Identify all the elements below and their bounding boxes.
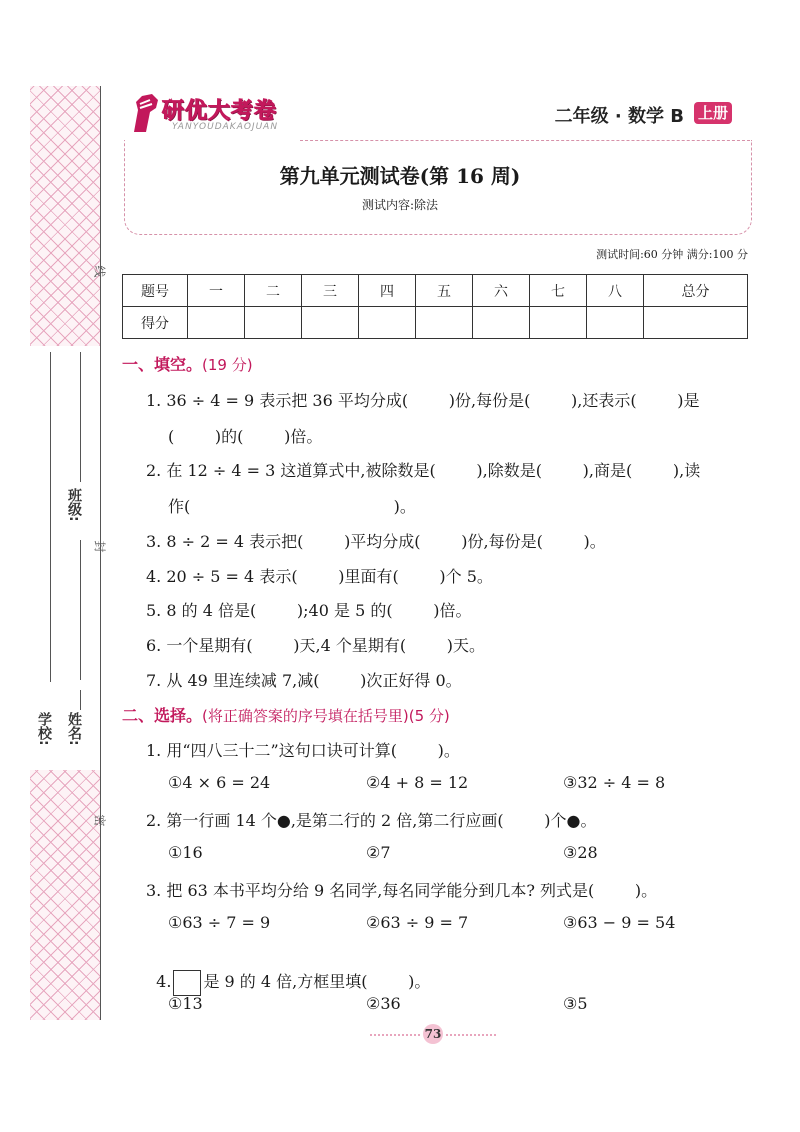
- option: ②63 ÷ 9 = 7: [366, 913, 469, 932]
- question-1-5: 5. 8 的 4 倍是( );40 是 5 的( )倍。: [146, 601, 472, 620]
- binding-pattern-top: [30, 86, 100, 346]
- section-note: (将正确答案的序号填在括号里)(5 分): [202, 707, 450, 725]
- name-label: 姓名:: [66, 712, 82, 746]
- page-number: 73: [423, 1024, 443, 1044]
- question-1-1: 1. 36 ÷ 4 = 9 表示把 36 平均分成( )份,每份是( ),还表示( )是: [146, 391, 700, 410]
- score-cell: 七: [530, 275, 587, 307]
- footer-dots-right: [446, 1034, 496, 1036]
- score-cell: 二: [245, 275, 302, 307]
- score-cell: 八: [587, 275, 644, 307]
- class-underline: [80, 352, 81, 482]
- option: ③63 − 9 = 54: [563, 913, 676, 932]
- section-fill-blank-title: [122, 352, 253, 375]
- grade-text: 二年级 · 数学 B: [554, 106, 684, 127]
- score-input-cell[interactable]: [302, 307, 359, 339]
- option: ①13: [168, 994, 203, 1013]
- logo-title: 研优大考卷: [162, 99, 278, 124]
- question-1-2-cont: 作( )。: [168, 497, 416, 516]
- question-number: 4.: [156, 972, 172, 991]
- score-input-cell[interactable]: [473, 307, 530, 339]
- class-label: 班级:: [66, 488, 82, 522]
- question-2-4: [146, 950, 430, 996]
- score-table-header-row: [123, 275, 748, 307]
- option: ③32 ÷ 4 = 8: [563, 773, 666, 792]
- school-label: 学校:: [36, 712, 52, 746]
- option: ③5: [563, 994, 588, 1013]
- score-cell: 题号: [123, 275, 188, 307]
- score-input-cell[interactable]: [587, 307, 644, 339]
- score-cell: 三: [302, 275, 359, 307]
- option: ①16: [168, 843, 203, 862]
- question-1-3: 3. 8 ÷ 2 = 4 表示把( )平均分成( )份,每份是( )。: [146, 532, 606, 551]
- binding-char-seal: 封: [92, 540, 107, 553]
- question-2-3: 3. 把 63 本书平均分给 9 名同学,每名同学能分到几本? 列式是( )。: [146, 881, 658, 900]
- score-cell: 四: [359, 275, 416, 307]
- option: ②7: [366, 843, 391, 862]
- option: ③28: [563, 843, 598, 862]
- volume-badge: 上册: [694, 102, 732, 124]
- fist-logo-icon: [128, 92, 164, 136]
- score-cell: 一: [188, 275, 245, 307]
- score-table-score-row: [123, 307, 748, 339]
- score-cell: 六: [473, 275, 530, 307]
- option: ②4 + 8 = 12: [366, 773, 469, 792]
- question-1-1-cont: ( )的( )倍。: [168, 427, 323, 446]
- school-underline: [50, 352, 51, 682]
- class-underline-2: [80, 540, 81, 680]
- binding-char-line: 线: [92, 265, 107, 278]
- score-table: [122, 274, 748, 339]
- test-subtitle: 测试内容:除法: [361, 198, 439, 212]
- name-underline: [80, 690, 81, 710]
- binding-char-dense: 密: [92, 814, 107, 827]
- binding-pattern-bottom: [30, 770, 100, 1020]
- logo-subtitle: YANYOUDAKAOJUAN: [172, 122, 279, 132]
- score-input-cell[interactable]: [530, 307, 587, 339]
- test-title: 第九单元测试卷(第 16 周): [279, 164, 521, 188]
- score-cell: 总分: [644, 275, 748, 307]
- question-2-2: 2. 第一行画 14 个●,是第二行的 2 倍,第二行应画( )个●。: [146, 811, 597, 830]
- question-2-1: 1. 用“四八三十二”这句口诀可计算( )。: [146, 741, 460, 760]
- question-1-6: 6. 一个星期有( )天,4 个星期有( )天。: [146, 636, 486, 655]
- score-input-cell[interactable]: [359, 307, 416, 339]
- footer-dots-left: [370, 1034, 420, 1036]
- answer-box[interactable]: [173, 970, 201, 996]
- binding-line: [100, 86, 101, 1020]
- option: ①4 × 6 = 24: [168, 773, 271, 792]
- score-cell: 五: [416, 275, 473, 307]
- option: ①63 ÷ 7 = 9: [168, 913, 271, 932]
- score-input-cell[interactable]: [416, 307, 473, 339]
- score-cell: 得分: [123, 307, 188, 339]
- time-info: 测试时间:60 分钟 满分:100 分: [596, 248, 748, 261]
- score-input-cell[interactable]: [644, 307, 748, 339]
- score-input-cell[interactable]: [245, 307, 302, 339]
- section-points: (19 分): [202, 356, 253, 374]
- question-1-2: 2. 在 12 ÷ 4 = 3 这道算式中,被除数是( ),除数是( ),商是( ),读: [146, 461, 701, 480]
- grade-subject: [555, 102, 684, 128]
- question-text: 是 9 的 4 倍,方框里填( )。: [203, 972, 431, 991]
- question-1-4: 4. 20 ÷ 5 = 4 表示( )里面有( )个 5。: [146, 567, 493, 586]
- section-title-text: 一、填空。: [122, 355, 203, 374]
- question-1-7: 7. 从 49 里连续减 7,减( )次正好得 0。: [146, 671, 462, 690]
- publisher-logo: [124, 92, 304, 138]
- score-input-cell[interactable]: [188, 307, 245, 339]
- section-title-text: 二、选择。: [122, 706, 203, 725]
- option: ②36: [366, 994, 401, 1013]
- section-choice-title: [122, 703, 450, 726]
